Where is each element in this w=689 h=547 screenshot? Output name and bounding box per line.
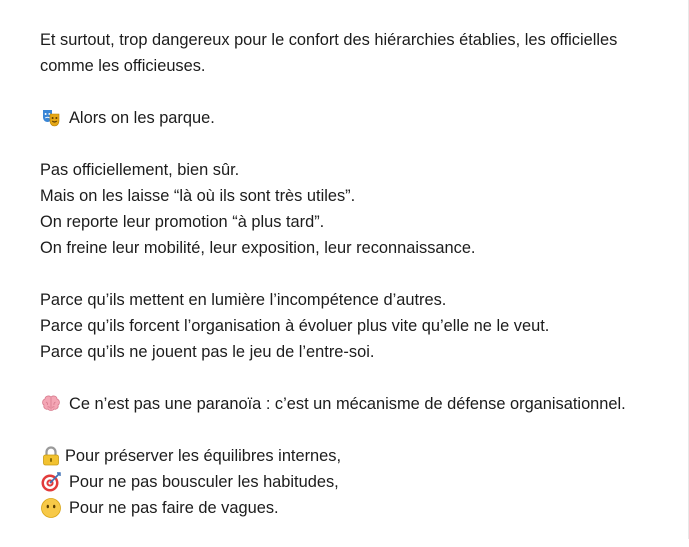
text-line: Et surtout, trop dangereux pour le confort des hiérarchies établies, les officielles — [40, 31, 618, 49]
brain-icon — [40, 393, 62, 415]
text-line: Mais on les laisse “là où ils sont très utiles”. — [40, 187, 356, 205]
face-without-mouth-icon — [40, 497, 62, 519]
list-item — [40, 495, 689, 521]
list-item — [40, 443, 689, 469]
text-line: Parce qu’ils ne jouent pas le jeu de l’entre-soi. — [40, 343, 375, 361]
paragraph-hierarchies — [40, 27, 689, 79]
text-line: comme les officieuses. — [40, 57, 206, 75]
post-body — [40, 27, 689, 547]
text-line: Pas officiellement, bien sûr. — [40, 161, 240, 179]
text-line: On reporte leur promotion “à plus tard”. — [40, 213, 325, 231]
parque-text: Alors on les parque. — [69, 109, 215, 127]
paragraph-officiellement — [40, 157, 689, 261]
paragraph-paranoia — [40, 391, 689, 417]
lock-icon — [40, 445, 59, 467]
target-icon — [40, 471, 62, 493]
paragraph-parce-que — [40, 287, 689, 365]
list-item-text: Pour ne pas bousculer les habitudes, — [69, 473, 339, 491]
paragraph-pour — [40, 443, 689, 521]
paranoia-text: Ce n’est pas une paranoïa : c’est un mécanisme de défense organisationnel. — [69, 395, 626, 413]
text-line: Parce qu’ils mettent en lumière l’incompétence d’autres. — [40, 291, 447, 309]
list-item-text: Pour préserver les équilibres internes, — [65, 447, 342, 465]
list-item-text: Pour ne pas faire de vagues. — [69, 499, 279, 517]
performing-arts-icon — [40, 107, 62, 129]
list-item — [40, 469, 689, 495]
text-line: Parce qu’ils forcent l’organisation à évoluer plus vite qu’elle ne le veut. — [40, 317, 550, 335]
text-line: On freine leur mobilité, leur exposition, leur reconnaissance. — [40, 239, 476, 257]
paragraph-parque — [40, 105, 689, 131]
